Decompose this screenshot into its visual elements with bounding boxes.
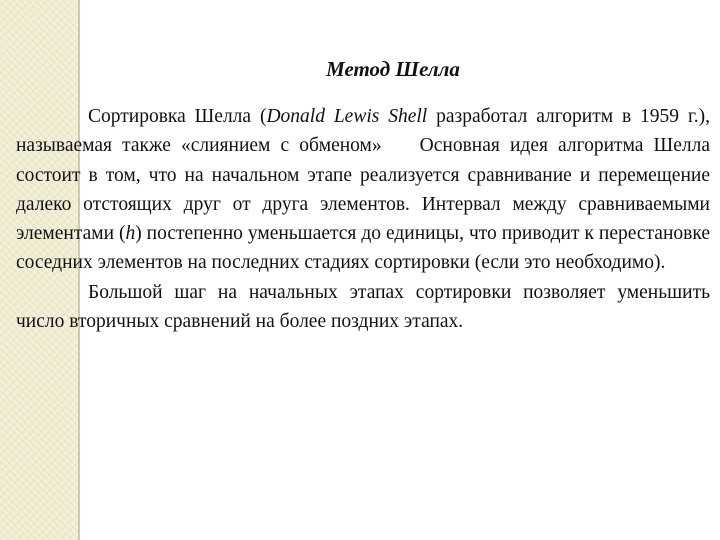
author-name: Donald Lewis Shell bbox=[266, 106, 428, 127]
variable-h: h bbox=[125, 223, 136, 245]
slide-title: Метод Шелла bbox=[326, 57, 460, 81]
paragraph-2: Большой шаг на начальных этапах сортировки позволяет уменьшить число вторичных сравнений на более поздних этапах. bbox=[16, 281, 710, 333]
paragraph-1-part4: ) постепенно уменьшается до единицы, что приводит к перестановке соседних элементов на последних стадиях сортировки (если это необходимо). bbox=[16, 223, 710, 274]
paragraph-1-prefix: Сортировка Шелла ( bbox=[88, 106, 267, 127]
paragraph-1-part3: Основная идея алгоритма Шелла состоит в том, что на начальном этапе реализуется сравнивание и перемещение далеко отстоящих друг от друга элементов. Интервал между сравниваемыми элементами ( bbox=[16, 135, 711, 245]
slide-content bbox=[16, 56, 710, 336]
paragraph-1-part2: разработал алгоритм в 1959 г.), называемая также «слиянием с обменом» bbox=[16, 106, 710, 157]
paragraph-1 bbox=[16, 102, 710, 278]
